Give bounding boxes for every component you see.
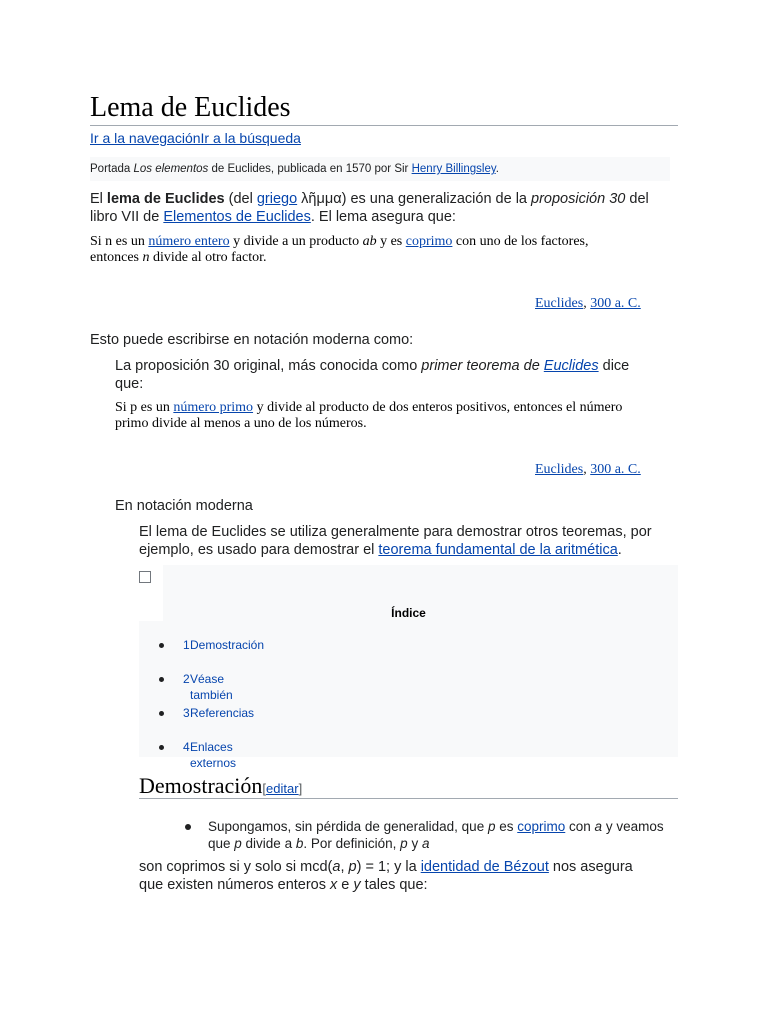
numero-entero-link[interactable]: número entero bbox=[148, 234, 230, 249]
caption-book-title: Los elementos bbox=[133, 163, 209, 175]
toc-item-number: 2 bbox=[183, 672, 190, 686]
toc-item-label[interactable]: Demostración bbox=[190, 638, 265, 652]
lemma-term: lema de Euclides bbox=[106, 191, 225, 207]
quote-text: entonces bbox=[90, 250, 143, 265]
edit-bracket: [ bbox=[262, 781, 267, 796]
caption-text: Portada bbox=[90, 163, 134, 175]
quote-text: Si n es un bbox=[90, 234, 149, 249]
bezout-text: son coprimos si y solo si mcd( bbox=[139, 859, 333, 875]
toc-title: Índice bbox=[391, 606, 426, 620]
intro-text: del bbox=[625, 191, 649, 207]
bezout-var: x bbox=[330, 877, 338, 893]
proof-var: p bbox=[400, 836, 408, 851]
proof-text: divide a bbox=[241, 836, 296, 851]
proposition-quote bbox=[115, 400, 675, 432]
lemma-quote bbox=[90, 234, 690, 266]
proof-text: . Por definición, bbox=[303, 836, 401, 851]
quote-text: con uno de los factores, bbox=[452, 234, 589, 249]
bezout-text: nos asegura bbox=[548, 859, 633, 875]
table-of-contents bbox=[139, 565, 678, 770]
proof-text: Supongamos, sin pérdida de generalidad, que bbox=[208, 819, 488, 834]
quote-text: Si p es un bbox=[115, 400, 174, 415]
bezout-text: , bbox=[340, 859, 349, 875]
page-title: Lema de Euclides bbox=[90, 91, 678, 126]
bullet-icon bbox=[159, 677, 164, 682]
proposition-30-paragraph bbox=[115, 357, 695, 393]
citation-separator: , bbox=[583, 462, 591, 477]
bezout-var: y bbox=[353, 877, 361, 893]
prop-text: que: bbox=[115, 376, 144, 392]
proof-var: b bbox=[295, 836, 304, 851]
intro-text: libro VII de bbox=[90, 209, 164, 225]
bezout-var: p bbox=[348, 859, 357, 875]
coprimo-link[interactable]: coprimo bbox=[517, 819, 566, 834]
euclides-citation-link[interactable]: Euclides bbox=[535, 462, 584, 477]
caption-text: . bbox=[495, 163, 499, 175]
proof-text: con bbox=[565, 819, 595, 834]
numero-primo-link[interactable]: número primo bbox=[173, 400, 254, 415]
proof-var: a bbox=[594, 819, 603, 834]
intro-text: λῆμμα) es una generalización de la bbox=[297, 191, 532, 207]
modern-notation-text: Esto puede escribirse en notación moderna como: bbox=[90, 332, 414, 348]
jump-to-search-link[interactable]: Ir a la búsqueda bbox=[200, 130, 301, 146]
bezout-var: a bbox=[332, 859, 341, 875]
quote-var: ab bbox=[362, 234, 377, 249]
bezout-text: ) = 1; y la bbox=[356, 859, 421, 875]
quote-text: divide al otro factor. bbox=[149, 250, 267, 265]
notation-label: En notación moderna bbox=[115, 498, 253, 514]
henry-billingsley-link[interactable]: Henry Billingsley bbox=[411, 163, 496, 175]
intro-text: (del bbox=[224, 191, 257, 207]
section-heading bbox=[139, 773, 678, 799]
proof-text: es bbox=[495, 819, 518, 834]
bullet-icon bbox=[159, 711, 164, 716]
caption-text: de Euclides, publicada en 1570 por Sir bbox=[208, 163, 412, 175]
identidad-de-bezout-link[interactable]: identidad de Bézout bbox=[420, 859, 549, 875]
citation-date-link[interactable]: 300 a. C. bbox=[590, 462, 641, 477]
toc-item-label[interactable]: Véase también bbox=[190, 672, 233, 702]
bullet-icon bbox=[185, 824, 191, 830]
euclides-citation-link[interactable]: Euclides bbox=[535, 296, 584, 311]
proof-bullet-text bbox=[208, 818, 688, 852]
intro-text: . El lema asegura que: bbox=[310, 209, 456, 225]
quote-text: y divide a un producto bbox=[229, 234, 363, 249]
proof-var: p bbox=[234, 836, 242, 851]
proposition-term: proposición 30 bbox=[531, 191, 626, 207]
edit-section bbox=[262, 781, 302, 796]
section-title: Demostración bbox=[139, 773, 263, 798]
intro-paragraph bbox=[90, 190, 690, 226]
prop-text: La proposición 30 original, más conocida como bbox=[115, 358, 422, 374]
jump-to-navigation-link[interactable]: Ir a la navegación bbox=[90, 130, 201, 146]
proof-text: que bbox=[208, 836, 235, 851]
griego-link[interactable]: griego bbox=[256, 191, 298, 207]
quote-citation bbox=[535, 296, 641, 312]
bullet-icon bbox=[159, 643, 164, 648]
proof-text: y bbox=[407, 836, 422, 851]
euclides-link[interactable]: Euclides bbox=[543, 358, 599, 374]
usage-text: . bbox=[617, 542, 622, 558]
citation-date-link[interactable]: 300 a. C. bbox=[590, 296, 641, 311]
bezout-paragraph bbox=[139, 858, 699, 894]
quote-text: y es bbox=[376, 234, 406, 249]
proof-var: p bbox=[487, 819, 496, 834]
bezout-text: tales que: bbox=[360, 877, 428, 893]
teorema-fundamental-link[interactable]: teorema fundamental de la aritmética bbox=[378, 542, 618, 558]
bezout-text: que existen números enteros bbox=[139, 877, 331, 893]
edit-bracket: ] bbox=[298, 781, 303, 796]
usage-text: El lema de Euclides se utiliza generalmente para demostrar otros teoremas, por bbox=[139, 524, 652, 540]
quote-citation bbox=[535, 462, 641, 478]
toc-item-label[interactable]: Enlaces externos bbox=[190, 740, 237, 770]
usage-paragraph bbox=[139, 523, 699, 559]
edit-section-link[interactable]: editar bbox=[266, 781, 299, 796]
quote-var: n bbox=[142, 250, 150, 265]
image-caption bbox=[90, 157, 670, 181]
toc-item-label[interactable]: Referencias bbox=[190, 706, 255, 720]
jump-links bbox=[90, 130, 301, 146]
proof-text: y veamos bbox=[602, 819, 664, 834]
citation-separator: , bbox=[583, 296, 591, 311]
proof-var: a bbox=[421, 836, 430, 851]
usage-text: ejemplo, es usado para demostrar el bbox=[139, 542, 379, 558]
prop-italic: primer teorema de bbox=[421, 358, 544, 374]
coprimo-link[interactable]: coprimo bbox=[405, 234, 453, 249]
intro-text: El bbox=[90, 191, 107, 207]
toc-item-number: 1 bbox=[183, 638, 190, 652]
quote-text: primo divide al menos a uno de los números. bbox=[115, 416, 367, 431]
bezout-text: e bbox=[337, 877, 354, 893]
quote-text: y divide al producto de dos enteros positivos, entonces el número bbox=[253, 400, 623, 415]
elementos-de-euclides-link[interactable]: Elementos de Euclides bbox=[163, 209, 311, 225]
bullet-icon bbox=[159, 745, 164, 750]
toc-toggle-checkbox[interactable] bbox=[139, 571, 151, 583]
prop-text: dice bbox=[598, 358, 630, 374]
toc-item-number: 4 bbox=[183, 740, 190, 754]
toc-item-number: 3 bbox=[183, 706, 190, 720]
